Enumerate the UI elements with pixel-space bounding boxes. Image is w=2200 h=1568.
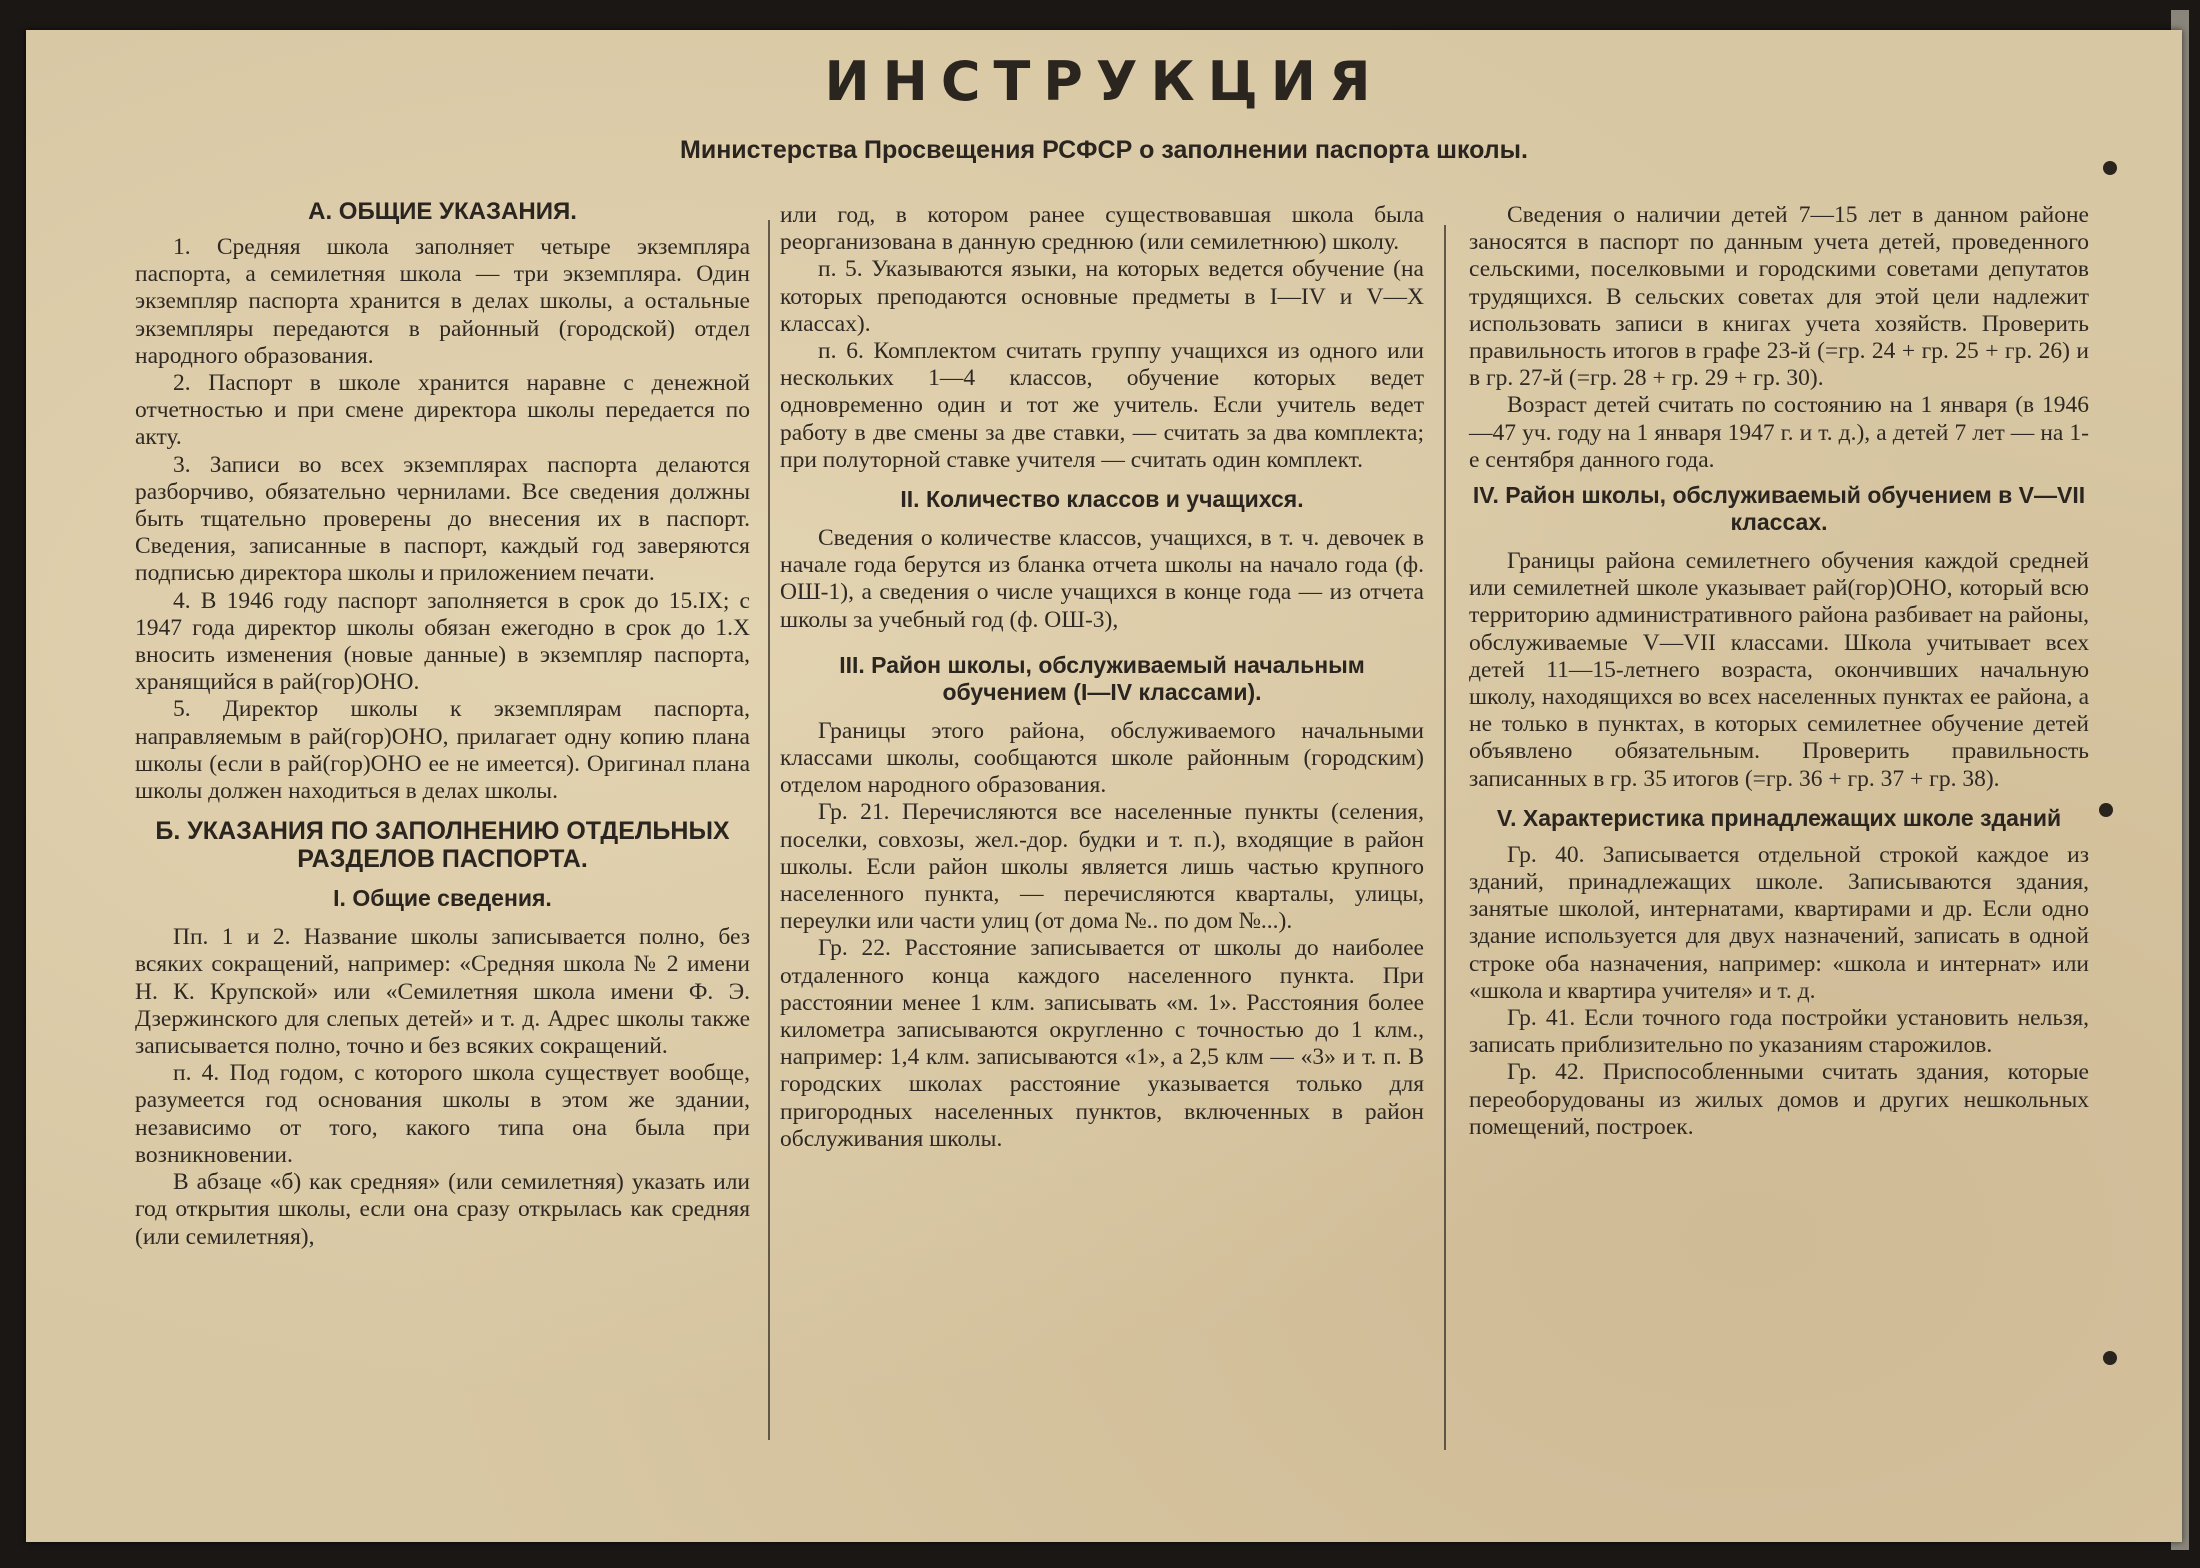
paragraph: 5. Директор школы к экземплярам паспорта, направляемым в рай(гор)ОНО, прилагает одну копию плана школы (если в рай(гор)ОНО ее не имеется). Оригинал плана школы должен находиться в делах школы. xyxy=(135,696,750,805)
subsection-ii-heading: II. Количество классов и учащихся. xyxy=(900,486,1304,513)
document-sheet xyxy=(26,30,2182,1542)
paragraph: 4. В 1946 году паспорт заполняется в срок до 15.IX; с 1947 года директор школы обязан ежегодно в срок до 1.X вносить изменения (новые данные) в экземпляр паспорта, хранящийся в рай(гор)ОНО. xyxy=(135,587,750,696)
paragraph: В абзаце «б) как средняя» (или семилетняя) указать или год открытия школы, если она сразу открылась как средняя (или семилетняя), xyxy=(135,1169,750,1250)
pin-hole-icon xyxy=(2103,1351,2117,1365)
paragraph: Пп. 1 и 2. Название школы записывается полно, без всяких сокращений, например: «Средняя школа № 2 имени Н. К. Крупской» или «Семилетняя школа имени Ф. Э. Дзержинского для слепых детей» и т. д. Адрес школы также записывается полно, точно и без всяких сокращений. xyxy=(135,924,750,1060)
paragraph: 1. Средняя школа заполняет четыре экземпляра паспорта, а семилетняя школа — три экземпляра. Один экземпляр паспорта хранится в делах школы, а остальные экземпляры передаются в районный (городской) отдел народного образования. xyxy=(135,234,750,369)
paragraph: или год, в котором ранее существовавшая школа была реорганизована в данную среднюю (или семилетнюю) школу. xyxy=(780,202,1424,256)
column-divider-1 xyxy=(768,220,770,1440)
paragraph: Гр. 42. Приспособленными считать здания, которые переоборудованы из жилых домов и других нешкольных помещений, построек. xyxy=(1469,1059,2089,1140)
pin-hole-icon xyxy=(2103,161,2117,175)
paragraph: Границы этого района, обслуживаемого начальными классами школы, сообщаются школе районным (городским) отделом народного образования. xyxy=(780,717,1424,799)
section-a-heading: А. ОБЩИЕ УКАЗАНИЯ. xyxy=(308,198,577,225)
section-b-heading: Б. УКАЗАНИЯ ПО ЗАПОЛНЕНИЮ ОТДЕЛЬНЫХ РАЗДЕЛОВ ПАСПОРТА. xyxy=(155,817,730,874)
paragraph: 2. Паспорт в школе хранится наравне с денежной отчетностью и при смене директора школы передается по акту. xyxy=(135,370,750,451)
column-3 xyxy=(1469,202,2089,1141)
subsection-v-heading: V. Характеристика принадлежащих школе зданий xyxy=(1496,804,2062,831)
paragraph: Гр. 41. Если точного года постройки установить нельзя, записать приблизительно по указаниям старожилов. xyxy=(1469,1005,2089,1059)
paragraph: п. 6. Комплектом считать группу учащихся из одного или нескольких 1—4 классов, обучение которых ведет одновременно один и тот же учитель. Если учитель ведет работу в две смены за две ставки, — считать за два комплекта; при полуторной ставке учителя — считать один комплект. xyxy=(780,338,1424,473)
paragraph: Гр. 40. Записывается отдельной строкой каждое из зданий, принадлежащих школе. Записываются здания, занятые школой, интернатами, квартирами и др. Если одно здание используется для двух назначений, записать в одной строке оба назначения, например: «школа и интернат» или «школа и квартира учителя» и т. д. xyxy=(1469,841,2089,1004)
paragraph: Гр. 21. Перечисляются все населенные пункты (селения, поселки, совхозы, жел.-дор. будки и т. п.), входящие в район школы. Если район школы является лишь частью крупного населенного пункта, — перечисляются кварталы, улицы, переулки или части улиц (от дома №.. по дом №...). xyxy=(780,799,1424,935)
column-divider-2 xyxy=(1444,225,1446,1450)
paragraph: Гр. 22. Расстояние записывается от школы до наиболее отдаленного конца каждого населенного пункта. При расстоянии менее 1 клм. записывать «м. 1». Расстояния более километра записываются округленно с точностью до 1 клм., например: 1,4 клм. записываются «1», а 2,5 клм — «3» и т. п. В городских школах расстояние указывается только для пригородных населенных пунктов, включенных в район обслуживания школы. xyxy=(780,935,1424,1152)
paragraph: 3. Записи во всех экземплярах паспорта делаются разборчиво, обязательно чернилами. Все сведения должны быть тщательно проверены до внесения их в паспорт. Сведения, записанные в паспорт, каждый год заверяются подписью директора школы и приложением печати. xyxy=(135,451,750,587)
column-2 xyxy=(780,202,1424,1153)
subsection-iv-heading: IV. Район школы, обслуживаемый обучением в V—VII классах. xyxy=(1472,482,2086,536)
paragraph: Сведения о наличии детей 7—15 лет в данном районе заносятся в паспорт по данным учета детей, проведенного сельскими, поселковыми и городскими советами депутатов трудящихся. В сельских советах для этой цели надлежит использовать записи в книгах учета хозяйств. Проверить правильность итогов в графе 23-й (=гр. 24 + гр. 25 + гр. 26) и в гр. 27-й (=гр. 28 + гр. 29 + гр. 30). xyxy=(1469,202,2089,392)
subsection-i-heading: I. Общие сведения. xyxy=(333,885,552,912)
column-1 xyxy=(135,198,750,1251)
paragraph: Возраст детей считать по состоянию на 1 января (в 1946—47 уч. году на 1 января 1947 г. и т. д.), а детей 7 лет — на 1-е сентября данного года. xyxy=(1469,392,2089,473)
paragraph: п. 5. Указываются языки, на которых ведется обучение (на которых преподаются основные предметы в I—IV и V—X классах). xyxy=(780,256,1424,337)
paragraph: Границы района семилетнего обучения каждой средней или семилетней школе указывает рай(гор)ОНО, который всю территорию административного района разбивает на районы, обслуживаемые V—VII классами. Школа учитывает всех детей 11—15-летнего возраста, окончивших начальную школу, находящихся во всех населенных пунктах ее района, а не только в пунктах, в которых семилетнее обучение детей объявлено обязательным. Проверить правильность записанных в гр. 35 итогов (=гр. 36 + гр. 37 + гр. 38). xyxy=(1469,548,2089,792)
subsection-iii-heading: III. Район школы, обслуживаемый начальным обучением (I—IV классами). xyxy=(839,651,1365,705)
document-title: ИНСТРУКЦИЯ xyxy=(824,50,1384,113)
paragraph: Сведения о количестве классов, учащихся, в т. ч. девочек в начале года берутся из бланка отчета школы на начало года (ф. ОШ-1), а сведения о числе учащихся в конце года — из отчета школы за учебный год (ф. ОШ-3), xyxy=(780,525,1424,633)
pin-hole-icon xyxy=(2099,803,2113,817)
document-subtitle: Министерства Просвещения РСФСР о заполнении паспорта школы. xyxy=(680,136,1528,164)
paragraph: п. 4. Под годом, с которого школа существует вообще, разумеется год основания школы в этом же здании, независимо от того, какого типа она была при возникновении. xyxy=(135,1060,750,1168)
